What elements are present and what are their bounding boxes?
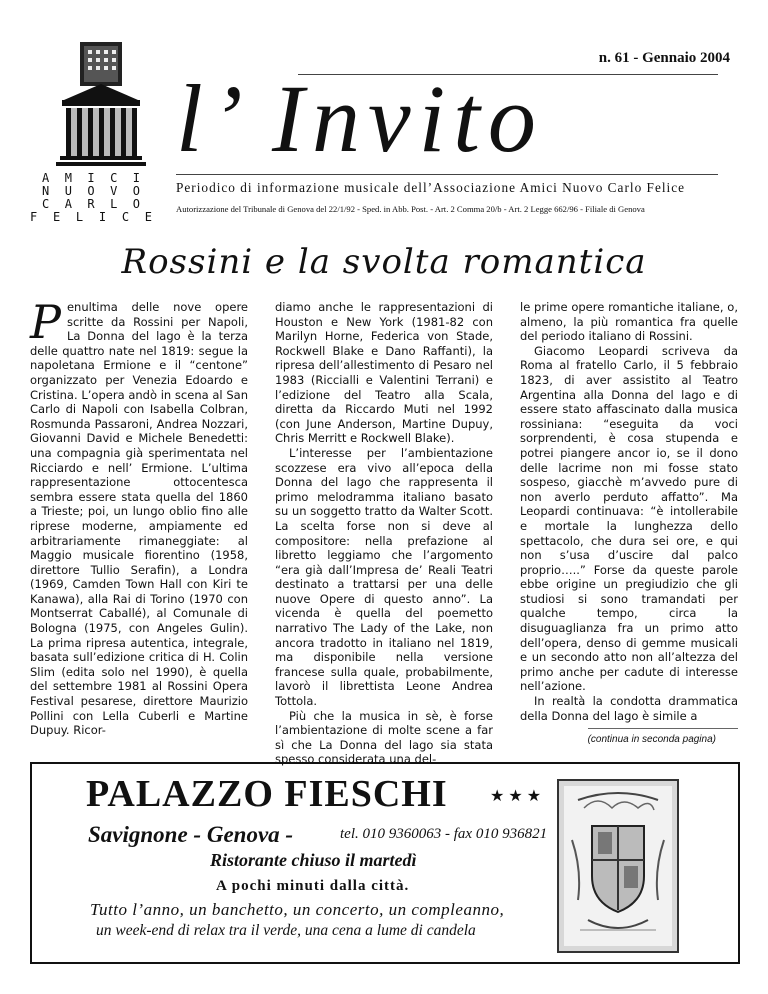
theatre-logo: [56, 38, 146, 170]
acronym-letter: L: [75, 210, 84, 224]
masthead-subtitle: Periodico di informazione musicale dell’Associazione Amici Nuovo Carlo Felice: [176, 180, 686, 195]
acronym-letter: A: [64, 197, 72, 211]
ad-closing-day: Ristorante chiuso il martedì: [210, 850, 417, 870]
continued-note[interactable]: (continua in seconda pagina): [587, 734, 716, 745]
acronym-letter: L: [110, 197, 118, 211]
article-column-3: [520, 300, 738, 723]
ad-location: Savignone - Genova -: [88, 822, 294, 847]
ad-restaurant-name: PALAZZO FIESCHI: [86, 773, 448, 815]
paragraph: diamo anche le rappresentazioni di Houston e New York (1981-82 con Marilyn Horne, Federica von Stade, Rockwell Blake e Dano Raffanti), la ripresa dell’allestimento di Pesaro nel 1983 (Riccialli e Valentini Terrani) e l’edizione del Teatro alla Scala, diretta da Riccardo Muti nel 1992 (con June Anderson, Martine Dupuy, Chris Merritt e Rockwell Blake).: [275, 300, 493, 446]
drop-cap: P: [30, 295, 61, 349]
masthead-divider: [176, 174, 718, 175]
acronym-letter: M: [64, 171, 72, 185]
acronym-letter: E: [144, 210, 152, 224]
paragraph: Giacomo Leopardi scriveva da Roma al fratello Carlo, il 5 febbraio 1823, di aver assistito al Teatro Argentina alla Donna del lago e di essere stato affascinato dalla musica rossiniana: “eseguita da voci sorprendenti, è cosa stupenda e potrei piangere ancor io, se il dono delle lacrime non mi fosse stato sospeso, giacchè m’avvedo pure di non averlo perduto affatto”. Ma Leopardi continuava: “è intollerabile e mortale la lunghezza dello spettacolo, che dura sei ore, e qui non s’usa d’uscire dal palco proprio…..” Forse da queste parole ebbe origine un pregiudizio che gli studiosi si sono tramandati per qualche tempo, circa la disuguaglianza fra un primo atto dell’opera, denso di gemme musicali e un secondo atto non all’altezza del primo anche per cadute di interesse nell’azione.: [520, 343, 738, 694]
paragraph-text: enultima delle nove opere scritte da Rossini per Napoli, La Donna del lago è la terza delle quattro nate nel 1819: segue la napoletana Ermione e il “centone” organizzato per Venezia Edoardo e Cristina. L’opera andò in scena al San Carlo di Napoli con Isabella Colbran, Rosmunda Passaroni, Andrea Nozzari, Giovanni David e Michele Benedetti: una compagnia già sperimentata nel Ricciardo e nell’ Ermione. L’ultima rappresentazione ottocentesca sembra essere stata quella del 1860 a Trieste; poi, un lungo oblio fino alle riprese moderne, ampiamente ed arbitrariamente rimaneggiate: al Maggio musicale fiorentino (1958, direttore Tullio Serafin), a Londra (1969, Camden Town Hall con Kiri te Kanawa), alla Rai di Torino (1970 con Montserrat Caballé), al Comunale di Bologna (1975, con Angeles Gulin). La prima ripresa autentica, integrale, basata sull’edizione critica di H. Colin Slim (edita solo nel 1990), è quella del settembre 1981 al Rossini Opera Festival pesarese, direttore Maurizio Pollini con Lella Cuberli e Martine Dupuy. Ricor-: [30, 300, 248, 738]
acronym-letter: O: [87, 184, 95, 198]
acronym-letter: R: [87, 197, 95, 211]
association-acronym: [30, 172, 152, 224]
paragraph: L’interesse per l’ambientazione scozzese era vivo all’epoca della Donna del lago che rappresenta il primo melodramma italiano basato su un soggetto tratto da Walter Scott. La scelta forse non si deve al compositore: nella prefazione al libretto leggiamo che l’argomento “era già dall’Impresa de’ Reali Teatri destinato a trattarsi per una delle nuove Opere di questo anno”. La vicenda è quella del poemetto narrativo The Lady of the Lake, non ancora tradotto in italiano nel 1819, ma disponibile nella versione francese sulla quale, probabilmente, lavorò il librettista Leone Andrea Tottola.: [275, 445, 493, 709]
issue-number: n. 61 - Gennaio 2004: [598, 50, 730, 66]
acronym-letter: A: [42, 171, 50, 185]
article-column-1: [30, 295, 248, 738]
acronym-letter: E: [52, 210, 61, 224]
ad-description-line-1: Tutto l’anno, un banchetto, un concerto, un compleanno,: [90, 900, 505, 919]
acronym-letter: N: [42, 184, 50, 198]
ad-description-line-2: un week-end di relax tra il verde, una cena a lume di candela: [96, 922, 476, 939]
authorization-notice: Autorizzazione del Tribunale di Genova del 22/1/92 - Sped. in Abb. Post. - Art. 2 Comma 20/b - Art. 2 Legge 662/96 - Filiale di Genova: [176, 204, 645, 214]
acronym-letter: O: [132, 197, 140, 211]
continued-rule: [588, 728, 738, 729]
paragraph: Più che la musica in sè, è forse l’ambientazione di molte scene a far sì che La Donna del lago sia stata spesso considerata una del-: [275, 708, 493, 767]
acronym-letter: I: [132, 171, 140, 185]
paragraph: le prime opere romantiche italiane, o, almeno, la più romantica fra quelle del periodo italiano di Rossini.: [520, 300, 738, 344]
acronym-letter: I: [87, 171, 95, 185]
acronym-letter: U: [64, 184, 72, 198]
acronym-row-felice: [30, 211, 152, 224]
acronym-letter: I: [98, 210, 107, 224]
acronym-letter: C: [121, 210, 130, 224]
coat-of-arms-image: [558, 780, 678, 952]
acronym-letter: V: [110, 184, 118, 198]
ad-tagline: A pochi minuti dalla città.: [216, 878, 410, 894]
acronym-letter: C: [110, 171, 118, 185]
paragraph: [30, 295, 248, 738]
paragraph: In realtà la condotta drammatica della Donna del lago è simile a: [520, 694, 738, 723]
article-column-2: [275, 300, 493, 767]
acronym-letter: F: [30, 210, 38, 224]
acronym-letter: O: [132, 184, 140, 198]
article-headline: Rossini e la svolta romantica: [121, 242, 647, 282]
ad-star-rating: ★★★: [490, 786, 546, 805]
masthead-title: l’ Invito: [176, 65, 544, 172]
ad-phone: tel. 010 9360063 - fax 010 936821: [340, 826, 548, 842]
acronym-letter: C: [42, 197, 50, 211]
